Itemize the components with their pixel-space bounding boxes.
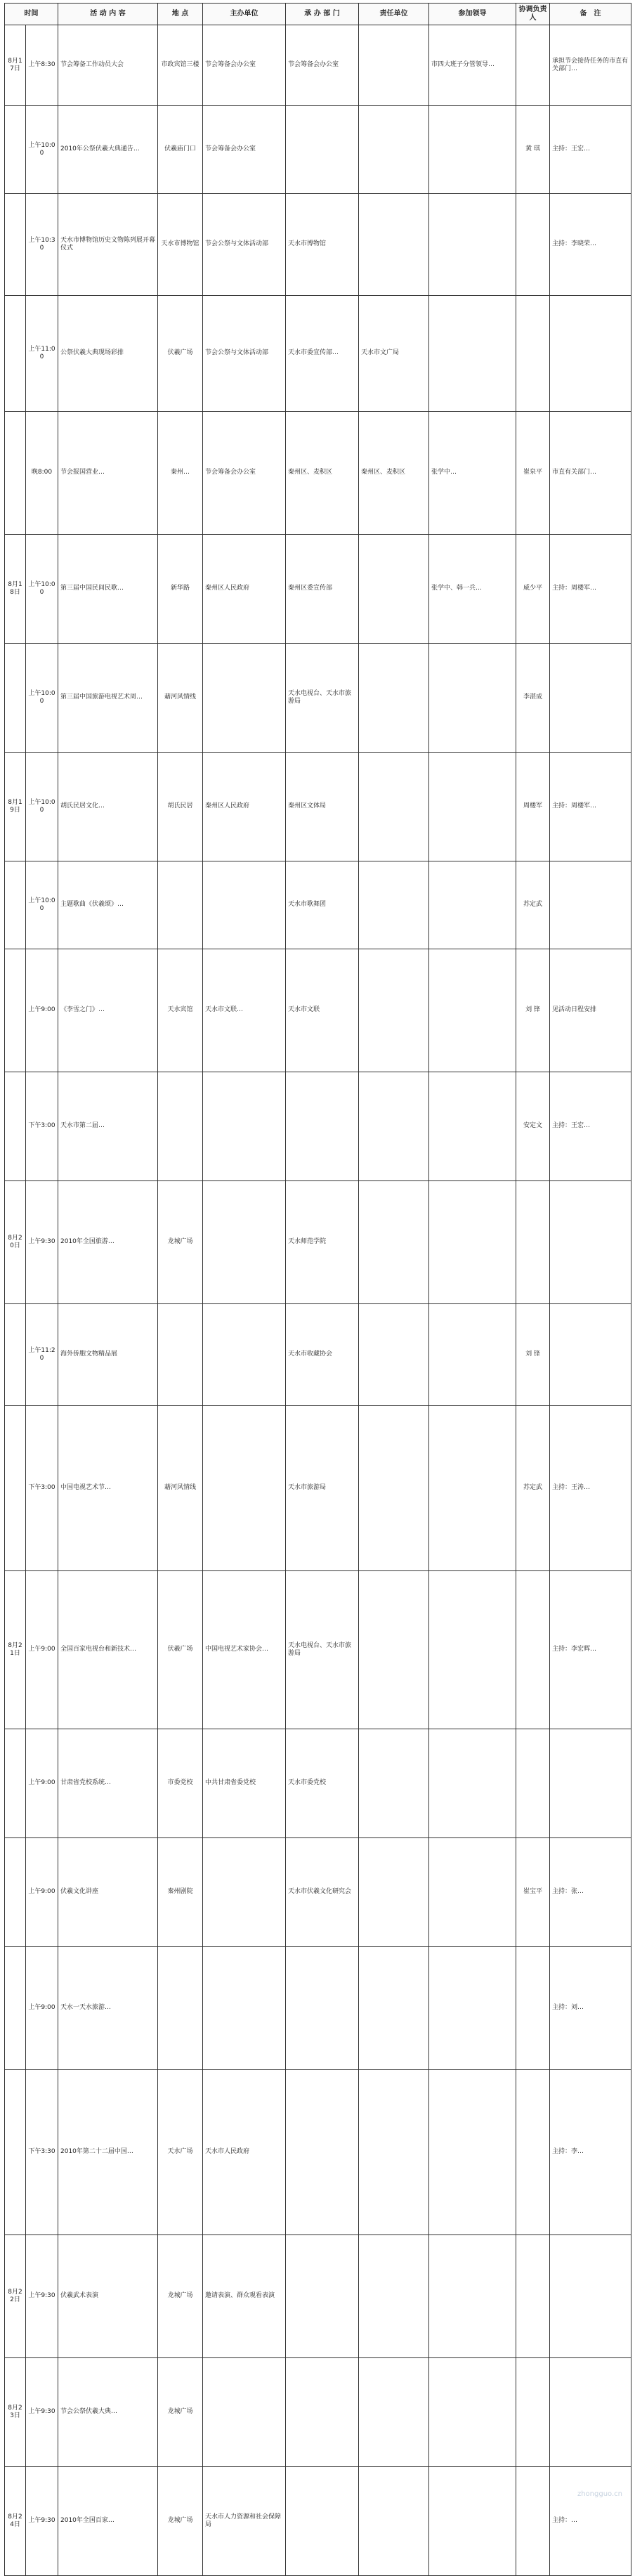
responsible-cell [359, 1406, 429, 1571]
host-cell: 中国电视艺术家协会… [203, 1571, 286, 1729]
location-cell [158, 1947, 203, 2070]
location-cell: 天水市博物馆 [158, 194, 203, 296]
host-cell [203, 1838, 286, 1947]
table-row [5, 25, 631, 106]
time-cell: 下午3:00 [26, 1072, 58, 1181]
header-organizer: 承 办 部 门 [286, 4, 359, 25]
remarks-cell: 主持：王涛… [550, 1406, 631, 1571]
responsible-cell [359, 753, 429, 861]
organizer-cell [286, 2070, 359, 2235]
coordinator-cell: 黄 琪 [516, 106, 550, 194]
organizer-cell: 天水市委宣传部… [286, 296, 359, 412]
remarks-cell [550, 1181, 631, 1304]
responsible-cell [359, 861, 429, 949]
date-cell [5, 861, 26, 949]
activity-cell: 海外侨胞文物精品展 [58, 1304, 158, 1406]
responsible-cell [359, 194, 429, 296]
schedule-body [5, 25, 631, 2576]
time-cell: 上午11:20 [26, 1304, 58, 1406]
header-location: 地 点 [158, 4, 203, 25]
leaders-cell: 张学中、韩一兵… [429, 535, 516, 644]
coordinator-cell [516, 25, 550, 106]
leaders-cell [429, 106, 516, 194]
leaders-cell [429, 2467, 516, 2576]
date-cell: 8月18日 [5, 535, 26, 644]
date-cell [5, 412, 26, 535]
organizer-cell [286, 106, 359, 194]
host-cell: 邀请表演、群众观看表演 [203, 2235, 286, 2358]
time-cell: 上午9:30 [26, 2467, 58, 2576]
date-cell [5, 1729, 26, 1838]
date-cell: 8月24日 [5, 2467, 26, 2576]
time-cell: 上午10:00 [26, 106, 58, 194]
table-row [5, 1571, 631, 1729]
host-cell [203, 1304, 286, 1406]
activity-cell: 公祭伏羲大典现场彩排 [58, 296, 158, 412]
organizer-cell: 天水电视台、天水市旅游局 [286, 1571, 359, 1729]
date-cell [5, 1304, 26, 1406]
date-cell [5, 1072, 26, 1181]
remarks-cell: 主持：周楼军… [550, 753, 631, 861]
location-cell: 新华路 [158, 535, 203, 644]
leaders-cell [429, 296, 516, 412]
responsible-cell [359, 106, 429, 194]
date-cell: 8月22日 [5, 2235, 26, 2358]
leaders-cell [429, 1947, 516, 2070]
coordinator-cell: 崔泉平 [516, 412, 550, 535]
leaders-cell [429, 2235, 516, 2358]
responsible-cell [359, 535, 429, 644]
leaders-cell [429, 753, 516, 861]
coordinator-cell: 刘 锋 [516, 949, 550, 1072]
table-row [5, 106, 631, 194]
host-cell: 天水市人民政府 [203, 2070, 286, 2235]
location-cell: 藉河风情线 [158, 1406, 203, 1571]
coordinator-cell: 刘 锋 [516, 1304, 550, 1406]
time-cell: 上午9:00 [26, 1947, 58, 2070]
organizer-cell: 天水市伏羲文化研究会 [286, 1838, 359, 1947]
header-coordinator: 协调负责人 [516, 4, 550, 25]
table-row [5, 861, 631, 949]
organizer-cell: 秦州区文体局 [286, 753, 359, 861]
table-row [5, 753, 631, 861]
remarks-cell [550, 1729, 631, 1838]
header-row [5, 4, 631, 25]
activity-cell: 节会公祭伏羲大典… [58, 2358, 158, 2467]
host-cell [203, 1947, 286, 2070]
table-row [5, 2467, 631, 2576]
organizer-cell: 秦州区委宣传部 [286, 535, 359, 644]
activity-cell: 甘肃省党校系统… [58, 1729, 158, 1838]
remarks-cell [550, 296, 631, 412]
host-cell: 节会筹备会办公室 [203, 25, 286, 106]
table-row [5, 644, 631, 753]
header-activity: 活 动 内 容 [58, 4, 158, 25]
responsible-cell [359, 949, 429, 1072]
organizer-cell [286, 1947, 359, 2070]
host-cell: 中共甘肃省委党校 [203, 1729, 286, 1838]
date-cell [5, 296, 26, 412]
activity-cell: 天水市博物馆历史文物陈列展开幕仪式 [58, 194, 158, 296]
host-cell [203, 2358, 286, 2467]
time-cell: 上午10:30 [26, 194, 58, 296]
host-cell: 节会筹备会办公室 [203, 106, 286, 194]
location-cell [158, 1072, 203, 1181]
coordinator-cell: 威少平 [516, 535, 550, 644]
table-row [5, 412, 631, 535]
location-cell [158, 861, 203, 949]
date-cell [5, 194, 26, 296]
time-cell: 上午9:00 [26, 1729, 58, 1838]
table-row [5, 2358, 631, 2467]
table-row [5, 949, 631, 1072]
remarks-cell: 见活动日程安排 [550, 949, 631, 1072]
location-cell: 龙城广场 [158, 2235, 203, 2358]
host-cell: 节会公祭与文体活动部 [203, 194, 286, 296]
header-host: 主办单位 [203, 4, 286, 25]
responsible-cell: 秦州区、麦积区 [359, 412, 429, 535]
date-cell [5, 1947, 26, 2070]
remarks-cell: 主持：张… [550, 1838, 631, 1947]
time-cell: 上午10:00 [26, 535, 58, 644]
remarks-cell [550, 861, 631, 949]
activity-cell: 节会筹备工作动员大会 [58, 25, 158, 106]
remarks-cell [550, 2235, 631, 2358]
time-cell: 下午3:30 [26, 2070, 58, 2235]
location-cell: 伏羲庙门口 [158, 106, 203, 194]
table-row [5, 1072, 631, 1181]
organizer-cell: 天水市旅游局 [286, 1406, 359, 1571]
coordinator-cell [516, 1947, 550, 2070]
table-row [5, 1729, 631, 1838]
time-cell: 晚8:00 [26, 412, 58, 535]
time-cell: 上午10:00 [26, 753, 58, 861]
coordinator-cell: 周楼军 [516, 753, 550, 861]
coordinator-cell [516, 1181, 550, 1304]
responsible-cell [359, 2467, 429, 2576]
activity-cell: 2010年第二十二届中国… [58, 2070, 158, 2235]
responsible-cell [359, 2070, 429, 2235]
host-cell [203, 1072, 286, 1181]
coordinator-cell [516, 2358, 550, 2467]
leaders-cell: 市四大班子分管领导… [429, 25, 516, 106]
coordinator-cell: 李湛成 [516, 644, 550, 753]
table-row [5, 1406, 631, 1571]
remarks-cell: 主持：王宏… [550, 1072, 631, 1181]
responsible-cell [359, 2235, 429, 2358]
location-cell: 龙城广场 [158, 1181, 203, 1304]
remarks-cell: 主持：李宏辉… [550, 1571, 631, 1729]
coordinator-cell [516, 1729, 550, 1838]
date-cell: 8月21日 [5, 1571, 26, 1729]
date-cell [5, 106, 26, 194]
activity-cell: 2010年全国百家… [58, 2467, 158, 2576]
table-row [5, 194, 631, 296]
date-cell: 8月19日 [5, 753, 26, 861]
host-cell [203, 861, 286, 949]
table-row [5, 1838, 631, 1947]
coordinator-cell: 安定文 [516, 1072, 550, 1181]
location-cell: 天水广场 [158, 2070, 203, 2235]
activity-cell: 节会报国营业… [58, 412, 158, 535]
table-row [5, 1947, 631, 2070]
location-cell: 天水宾馆 [158, 949, 203, 1072]
activity-cell: 主题歌曲《伏羲颂》… [58, 861, 158, 949]
header-time: 时间 [5, 4, 58, 25]
organizer-cell [286, 2235, 359, 2358]
leaders-cell [429, 1072, 516, 1181]
host-cell: 天水市人力资源和社会保障局 [203, 2467, 286, 2576]
activity-cell: 第三届中国旅游电视艺术周… [58, 644, 158, 753]
remarks-cell: 主持：李晓荣… [550, 194, 631, 296]
leaders-cell [429, 1729, 516, 1838]
table-row [5, 2235, 631, 2358]
responsible-cell [359, 1729, 429, 1838]
schedule-table [4, 3, 631, 2576]
location-cell: 秦州剧院 [158, 1838, 203, 1947]
date-cell: 8月17日 [5, 25, 26, 106]
watermark: zhongguo.cn [577, 2490, 622, 2498]
host-cell [203, 1181, 286, 1304]
organizer-cell [286, 2467, 359, 2576]
remarks-cell: 主持：周楼军… [550, 535, 631, 644]
organizer-cell: 天水市歌舞团 [286, 861, 359, 949]
organizer-cell: 秦州区、麦积区 [286, 412, 359, 535]
time-cell: 上午8:30 [26, 25, 58, 106]
organizer-cell: 天水市委党校 [286, 1729, 359, 1838]
time-cell: 上午10:00 [26, 861, 58, 949]
activity-cell: 第三届中国民间民歌… [58, 535, 158, 644]
coordinator-cell: 苏定武 [516, 861, 550, 949]
header-leaders: 参加领导 [429, 4, 516, 25]
responsible-cell [359, 25, 429, 106]
leaders-cell [429, 861, 516, 949]
table-row [5, 1181, 631, 1304]
location-cell: 藉河风情线 [158, 644, 203, 753]
organizer-cell: 天水市博物馆 [286, 194, 359, 296]
activity-cell: 2010年全国旅游… [58, 1181, 158, 1304]
location-cell: 秦州… [158, 412, 203, 535]
location-cell: 伏羲广场 [158, 1571, 203, 1729]
date-cell [5, 2070, 26, 2235]
responsible-cell [359, 1304, 429, 1406]
activity-cell: 《李雪之门》… [58, 949, 158, 1072]
header-responsible: 责任单位 [359, 4, 429, 25]
activity-cell: 2010年公祭伏羲大典通告… [58, 106, 158, 194]
table-row [5, 535, 631, 644]
remarks-cell: 市直有关部门… [550, 412, 631, 535]
host-cell: 秦州区人民政府 [203, 753, 286, 861]
time-cell: 上午9:00 [26, 1571, 58, 1729]
responsible-cell [359, 2358, 429, 2467]
leaders-cell [429, 1571, 516, 1729]
location-cell: 龙城广场 [158, 2467, 203, 2576]
host-cell: 节会公祭与文体活动部 [203, 296, 286, 412]
responsible-cell [359, 1072, 429, 1181]
leaders-cell [429, 1838, 516, 1947]
coordinator-cell [516, 194, 550, 296]
location-cell: 胡氏民居 [158, 753, 203, 861]
activity-cell: 全国百家电视台和新技术… [58, 1571, 158, 1729]
activity-cell: 中国电视艺术节… [58, 1406, 158, 1571]
responsible-cell [359, 1838, 429, 1947]
time-cell: 上午9:00 [26, 949, 58, 1072]
table-row [5, 1304, 631, 1406]
coordinator-cell [516, 2235, 550, 2358]
date-cell [5, 1406, 26, 1571]
coordinator-cell [516, 296, 550, 412]
remarks-cell: 主持：刘… [550, 1947, 631, 2070]
organizer-cell: 天水电视台、天水市旅游局 [286, 644, 359, 753]
leaders-cell [429, 644, 516, 753]
location-cell: 龙城广场 [158, 2358, 203, 2467]
leaders-cell [429, 2070, 516, 2235]
date-cell [5, 1838, 26, 1947]
table-row [5, 296, 631, 412]
activity-cell: 胡氏民居文化… [58, 753, 158, 861]
remarks-cell: 主持：… [550, 2467, 631, 2576]
header-remarks: 备 注 [550, 4, 631, 25]
host-cell [203, 1406, 286, 1571]
leaders-cell [429, 949, 516, 1072]
activity-cell: 伏羲武术表演 [58, 2235, 158, 2358]
location-cell: 伏羲广场 [158, 296, 203, 412]
leaders-cell [429, 1304, 516, 1406]
leaders-cell [429, 2358, 516, 2467]
time-cell: 上午9:00 [26, 1838, 58, 1947]
date-cell [5, 949, 26, 1072]
activity-cell: 天水一天水旅游… [58, 1947, 158, 2070]
coordinator-cell [516, 1571, 550, 1729]
date-cell [5, 644, 26, 753]
leaders-cell [429, 1181, 516, 1304]
organizer-cell: 天水师范学院 [286, 1181, 359, 1304]
remarks-cell [550, 1304, 631, 1406]
host-cell [203, 644, 286, 753]
responsible-cell [359, 1947, 429, 2070]
date-cell: 8月23日 [5, 2358, 26, 2467]
responsible-cell [359, 644, 429, 753]
table-row [5, 2070, 631, 2235]
leaders-cell [429, 194, 516, 296]
time-cell: 下午3:00 [26, 1406, 58, 1571]
time-cell: 上午10:00 [26, 644, 58, 753]
coordinator-cell [516, 2467, 550, 2576]
remarks-cell: 主持：王宏… [550, 106, 631, 194]
remarks-cell: 主持：李… [550, 2070, 631, 2235]
host-cell: 节会筹备会办公室 [203, 412, 286, 535]
location-cell: 市委党校 [158, 1729, 203, 1838]
time-cell: 上午11:00 [26, 296, 58, 412]
location-cell: 市政宾馆三楼 [158, 25, 203, 106]
activity-cell: 伏羲文化讲座 [58, 1838, 158, 1947]
location-cell [158, 1304, 203, 1406]
leaders-cell: 张学中… [429, 412, 516, 535]
organizer-cell [286, 2358, 359, 2467]
responsible-cell: 天水市文广局 [359, 296, 429, 412]
activity-cell: 天水市第二届… [58, 1072, 158, 1181]
time-cell: 上午9:30 [26, 1181, 58, 1304]
responsible-cell [359, 1181, 429, 1304]
organizer-cell [286, 1072, 359, 1181]
coordinator-cell: 崔宝平 [516, 1838, 550, 1947]
time-cell: 上午9:30 [26, 2235, 58, 2358]
host-cell: 天水市文联… [203, 949, 286, 1072]
coordinator-cell [516, 2070, 550, 2235]
remarks-cell [550, 644, 631, 753]
organizer-cell: 天水市文联 [286, 949, 359, 1072]
time-cell: 上午9:30 [26, 2358, 58, 2467]
organizer-cell: 天水市收藏协会 [286, 1304, 359, 1406]
host-cell: 秦州区人民政府 [203, 535, 286, 644]
date-cell: 8月20日 [5, 1181, 26, 1304]
leaders-cell [429, 1406, 516, 1571]
remarks-cell: 承担节会接待任务的市直有关部门… [550, 25, 631, 106]
responsible-cell [359, 1571, 429, 1729]
remarks-cell [550, 2358, 631, 2467]
coordinator-cell: 苏定武 [516, 1406, 550, 1571]
organizer-cell: 节会筹备会办公室 [286, 25, 359, 106]
